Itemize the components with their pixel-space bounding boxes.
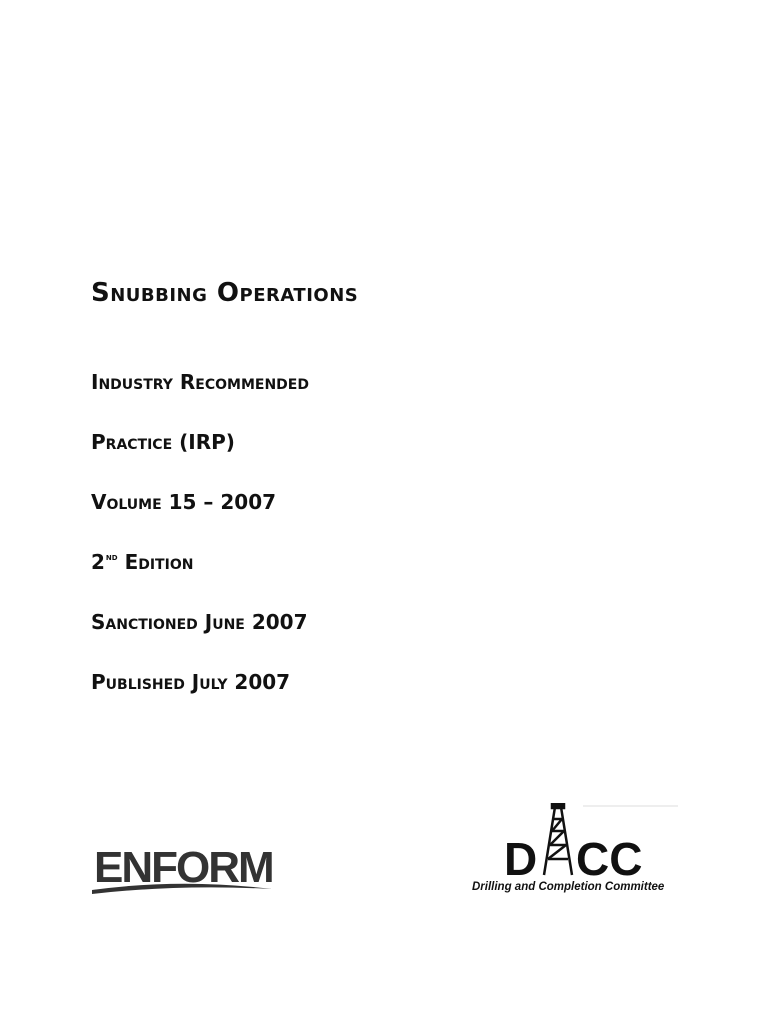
enform-logo-text: ENFORM <box>94 843 273 892</box>
subtitle-line-practice <box>91 430 235 454</box>
published-year: 2007 <box>227 670 291 694</box>
dacc-d-letter: D <box>504 833 538 885</box>
enform-logo <box>90 838 276 896</box>
published-month: July <box>191 670 228 694</box>
edition-superscript: nd <box>105 552 118 563</box>
dacc-logo <box>468 803 683 895</box>
edition-line <box>91 550 193 574</box>
derrick-icon <box>544 803 572 875</box>
volume-line <box>91 490 276 514</box>
published-line <box>91 670 290 694</box>
edition-word: Edition <box>124 550 194 574</box>
sanctioned-month: June <box>204 610 245 634</box>
edition-number: 2 <box>91 550 105 574</box>
practice-word: Practice <box>91 430 173 454</box>
irp-text: (IRP) <box>172 430 235 454</box>
volume-word: Volume <box>91 490 162 514</box>
volume-number: 15 – 2007 <box>161 490 277 514</box>
sanctioned-line <box>91 610 308 634</box>
published-word: Published <box>91 670 185 694</box>
sanctioned-year: 2007 <box>244 610 308 634</box>
document-title: Snubbing Operations <box>91 278 359 308</box>
subtitle-line-industry-recommended: Industry Recommended <box>91 370 309 394</box>
dacc-cc-letters: CC <box>576 833 643 885</box>
sanctioned-word: Sanctioned <box>91 610 198 634</box>
dacc-caption: Drilling and Completion Committee <box>472 881 665 893</box>
